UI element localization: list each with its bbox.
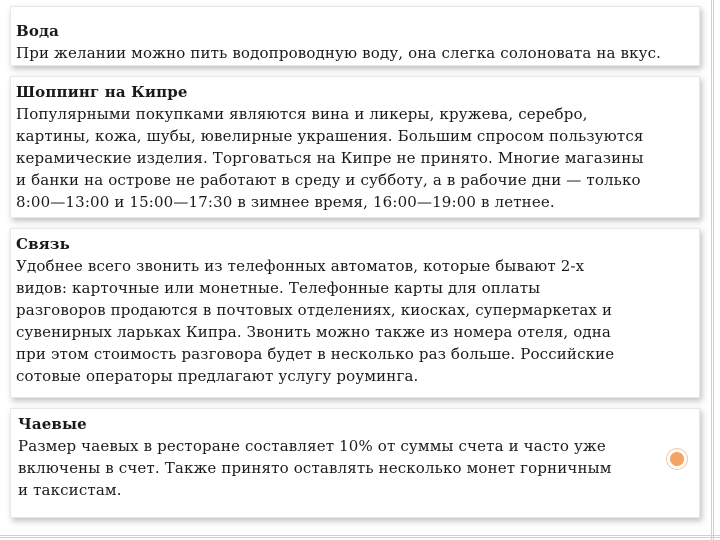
section-line: Популярными покупками являются вина и ликеры, кружева, серебро, (16, 105, 588, 123)
section-shopping (16, 81, 706, 213)
section-line: видов: карточные или монетные. Телефонные карты для оплаты (16, 279, 541, 297)
section-line: 8:00—13:00 и 15:00—17:30 в зимнее время, 16:00—19:00 в летнее. (16, 193, 555, 211)
right-border-decoration (711, 0, 714, 540)
bottom-border-decoration (0, 535, 720, 538)
section-line: при этом стоимость разговора будет в несколько раз больше. Российские (16, 345, 615, 363)
section-title: Шоппинг на Кипре (16, 83, 188, 101)
section-line: сотовые операторы предлагают услугу роуминга. (16, 367, 419, 385)
section-line: и таксистам. (18, 481, 122, 499)
section-line: керамические изделия. Торговаться на Кипре не принято. Многие магазины (16, 149, 644, 167)
decorative-dot-icon (670, 452, 684, 466)
section-line: включены в счет. Также принято оставлять несколько монет горничным (18, 459, 612, 477)
section-tips (18, 413, 678, 501)
section-water (16, 20, 712, 64)
section-line: и банки на острове не работают в среду и субботу, а в рабочие дни — только (16, 171, 641, 189)
section-communication (16, 233, 666, 387)
section-line: При желании можно пить водопроводную воду, она слегка солоновата на вкус. (16, 44, 662, 62)
section-line: Удобнее всего звонить из телефонных автоматов, которые бывают 2-х (16, 257, 585, 275)
section-line: картины, кожа, шубы, ювелирные украшения. Большим спросом пользуются (16, 127, 644, 145)
section-title: Связь (16, 235, 70, 253)
section-line: сувенирных ларьках Кипра. Звонить можно также из номера отеля, одна (16, 323, 612, 341)
section-line: разговоров продаются в почтовых отделениях, киосках, супермаркетах и (16, 301, 613, 319)
section-line: Размер чаевых в ресторане составляет 10% от суммы счета и часто уже (18, 437, 606, 455)
section-title: Вода (16, 22, 59, 40)
section-title: Чаевые (18, 415, 87, 433)
